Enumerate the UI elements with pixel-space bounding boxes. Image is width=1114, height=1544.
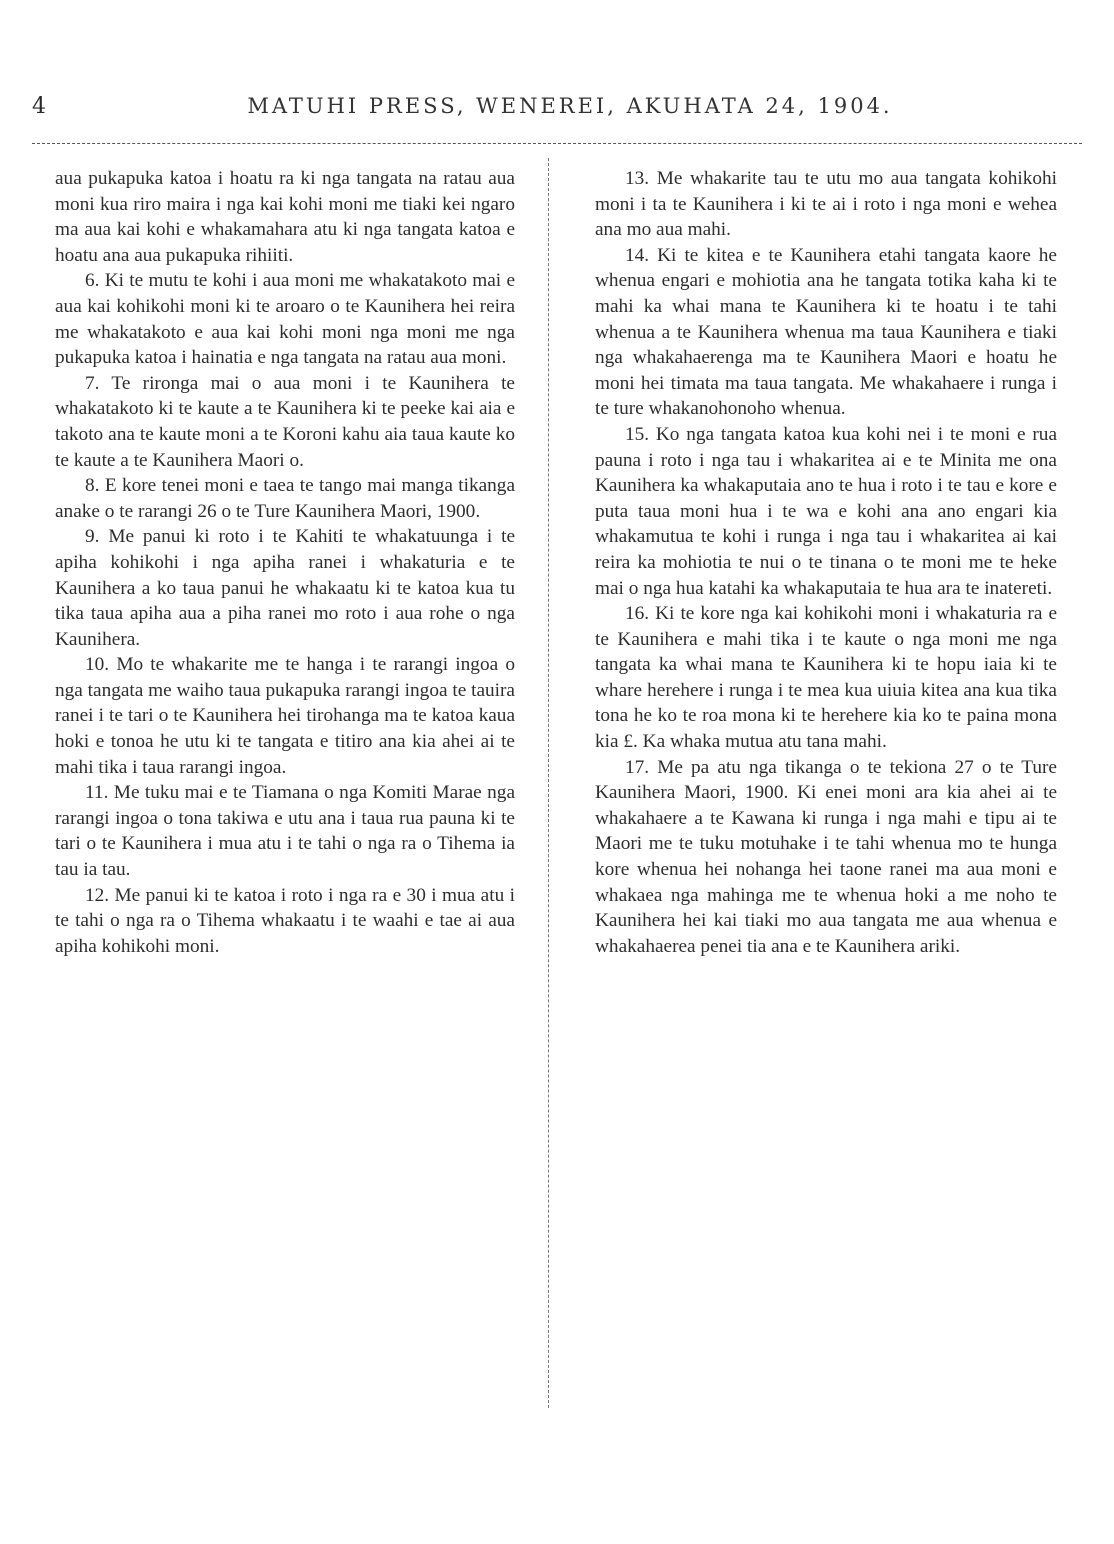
paragraph-11: 11. Me tuku mai e te Tiamana o nga Komiti Marae nga rarangi ingoa o tona takiwa e utu ana i taua rua pauna ki te tari o te Kaunihera i mua atu i te tahi o nga ra o Tihema ia tau ia tau. [55,782,515,881]
column-divider [548,158,549,1408]
paragraph-continued: aua pukapuka katoa i hoatu ra ki nga tangata na ratau aua moni kua riro maira i nga kai kohi moni me tiaki kei ngaro ma aua kai kohi e whakamahara atu ki nga tangata katoa e hoatu ana aua pukapuka rihiiti. [55,168,515,266]
paragraph-15: 15. Ko nga tangata katoa kua kohi nei i te moni e rua pauna i roto i nga tau i whakaritea ai e te Minita me ona Kaunihera ka whakaputaia ano te hua i roto i te tau e kore e puta taua moni hua i te wa e kohi ana ano engari kia whakamutua te kohi i runga i nga tau i whakaritea ai kai reira ka mohiotia te nui o te tinana o te moni me te heke mai o nga hua katahi ka whakaputaia te hua ara te inatereti. [595,423,1057,599]
paragraph-10: 10. Mo te whakarite me te hanga i te rarangi ingoa o nga tangata me waiho taua pukapuka rarangi ingoa te tauira ranei i te tari o te Kaunihera hei tirohanga ma te katoa kaua hoki e tonoa he utu ki te tangata e titiro ana kia ahei ai te mahi tika i taua rarangi ingoa. [55,654,515,778]
paragraph-17: 17. Me pa atu nga tikanga o te tekiona 27 o te Ture Kaunihera Maori, 1900. Ki enei moni ara kia ahei ai te whakahaere a te Kawana ki runga i nga mahi e tipu ai te Maori me te tuku motuhake i te tahi whenua mo te hunga kore whenua hei nohanga hei taone ranei ma aua moni e whakaea nga mahinga me te whenua hoki a me noho te Kaunihera hei kai tiaki mo aua tangata me aua whenua e whakahaerea penei tia ana e te Kaunihera ariki. [595,756,1057,957]
paragraph-13: 13. Me whakarite tau te utu mo aua tangata kohikohi moni i ta te Kaunihera i ki te ai i roto i nga moni e wehea ana mo aua mahi. [595,168,1057,241]
paragraph-14: 14. Ki te kitea e te Kaunihera etahi tangata kaore he whenua engari e mohiotia ana he tangata totika kaha ki te mahi ka whai mana te Kaunihera ki te hoatu i te tahi whenua a te Kaunihera whenua ma taua Kaunihera e tiaki nga whakahaerenga ma te Kaunihera Maori e hoatu he moni hei timata ma taua tangata. Me whakahaere i runga i te ture whakanohonoho whenua. [595,244,1057,420]
paragraph-7: 7. Te rironga mai o aua moni i te Kaunihera te whakatakoto ki te kaute a te Kaunihera ki te peeke kai aia e takoto ana te kaute moni a te Koroni kahu aia taua kaute ko te kaute a te Kaunihera Maori o. [55,372,515,471]
paragraph-12: 12. Me panui ki te katoa i roto i nga ra e 30 i mua atu i te tahi o nga ra o Tihema whakaatu i te waahi e tae ai aua apiha kohikohi moni. [55,884,515,957]
right-column [595,166,1057,959]
masthead: MATUHI PRESS, WENEREI, AKUHATA 24, 1904. [247,94,893,118]
paragraph-9: 9. Me panui ki roto i te Kahiti te whakatuunga i te apiha kohikohi i nga apiha ranei i whakaturia e te Kaunihera a ko taua panui he whakaatu ki te katoa kua tu tika taua apiha aua a piha ranei mo roto i aua rohe o nga Kaunihera. [55,526,515,650]
left-column [55,166,515,959]
paragraph-6: 6. Ki te mutu te kohi i aua moni me whakatakoto mai e aua kai kohikohi moni ki te aroaro o te Kaunihera hei reira me whakatakoto e aua kai kohi moni nga moni me nga pukapuka katoa i hainatia e nga tangata na ratau aua moni. [55,270,515,369]
paragraph-8: 8. E kore tenei moni e taea te tango mai manga tikanga anake o te rarangi 26 o te Ture Kaunihera Maori, 1900. [55,475,515,522]
page-number: 4 [32,94,46,119]
header-rule [32,143,1082,144]
paragraph-16: 16. Ki te kore nga kai kohikohi moni i whakaturia ra e te Kaunihera e mahi tika i te kaute o nga moni me nga tangata ka whai mana te Kaunihera ki te hopu iaia ki te whare herehere i runga i te mea kua uiuia kitea ana kua tika tona he ko te roa mona ki te herehere kia ko te paina mona kia £. Ka whaka mutua atu tana mahi. [595,603,1057,753]
